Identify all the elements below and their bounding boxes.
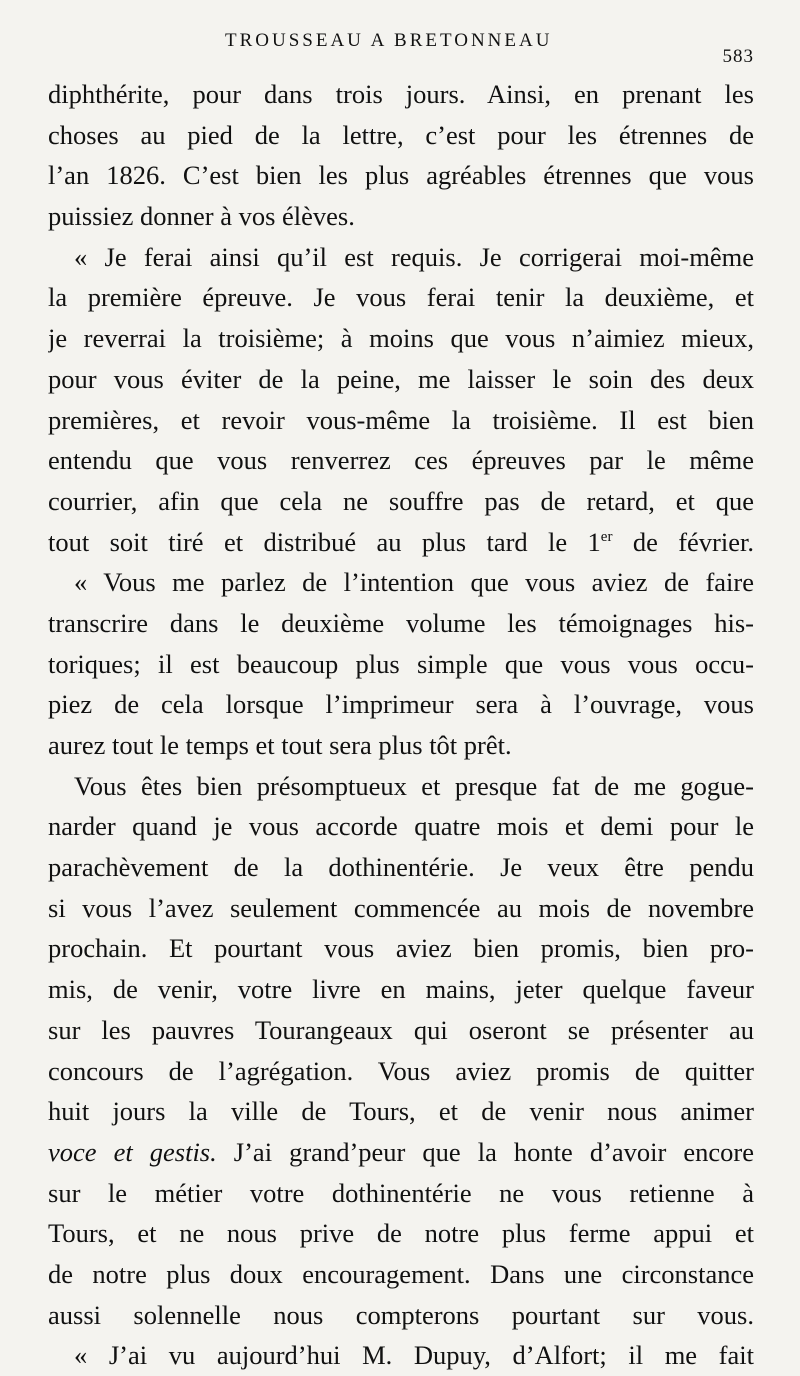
text-line: Vous êtes bien présomptueux et presque fat de me gogue- [74, 770, 754, 801]
text-line: huit jours la ville de Tours, et de venir nous animer [48, 1096, 754, 1127]
page-header [0, 30, 800, 70]
page-number: 583 [722, 46, 754, 67]
text-line: aurez tout le temps et tout sera plus tôt prêt. [48, 730, 512, 760]
text-line: diphthérite, pour dans trois jours. Ainsi, en prenant les [48, 79, 754, 109]
text-line: premières, et revoir vous-même la troisième. Il est bien [48, 404, 754, 435]
text-line: aussi solennelle nous compterons pourtant sur vous. [48, 1299, 754, 1330]
text-line: prochain. Et pourtant vous aviez bien promis, bien pro- [48, 933, 754, 964]
text-line: la première épreuve. Je vous ferai tenir la deuxième, et [48, 282, 754, 313]
text-line: l’an 1826. C’est bien les plus agréables étrennes que vous [48, 160, 754, 191]
text-line: puissiez donner à vos élèves. [48, 201, 355, 232]
text-line: toriques; il est beaucoup plus simple que vous vous occu- [48, 648, 754, 679]
running-head: TROUSSEAU A BRETONNEAU [225, 30, 553, 51]
text-line: courrier, afin que cela ne souffre pas de retard, et que [48, 485, 754, 516]
text-line-composite [48, 522, 754, 563]
text-segment: de février. [612, 526, 754, 557]
text-line: transcrire dans le deuxième volume les témoignages his- [48, 607, 754, 638]
text-line: « J’ai vu aujourd’hui M. Dupuy, d’Alfort; il me fait [74, 1340, 754, 1371]
text-line: « Vous me parlez de l’intention que vous aviez de faire [74, 567, 754, 598]
text-line: pour vous éviter de la peine, me laisser le soin des deux [48, 363, 754, 394]
text-line: je reverrai la troisième; à moins que vous n’aimiez mieux, [48, 323, 754, 354]
text-line: parachèvement de la dothinentérie. Je veux être pendu [48, 852, 754, 883]
italic-segment: voce et gestis. [48, 1136, 217, 1167]
text-line: de notre plus doux encouragement. Dans une circonstance [48, 1258, 754, 1289]
text-segment: J’ai grand’peur que la honte d’avoir encore [216, 1136, 754, 1167]
text-line: concours de l’agrégation. Vous aviez promis de quitter [48, 1055, 754, 1086]
text-line: sur les pauvres Tourangeaux qui oseront se présenter au [48, 1014, 754, 1045]
body-text [48, 74, 754, 1376]
text-line: choses au pied de la lettre, c’est pour les étrennes de [48, 119, 754, 150]
text-line: « Je ferai ainsi qu’il est requis. Je corrigerai moi-même [74, 241, 754, 272]
text-line: narder quand je vous accorde quatre mois et demi pour le [48, 811, 754, 842]
text-line: mis, de venir, votre livre en mains, jeter quelque faveur [48, 974, 754, 1005]
text-line: si vous l’avez seulement commencée au mois de novembre [48, 892, 754, 923]
text-line: Tours, et ne nous prive de notre plus ferme appui et [48, 1218, 754, 1249]
text-line-composite [48, 1132, 754, 1173]
text-segment: tout soit tiré et distribué au plus tard le 1 [48, 526, 601, 557]
text-line: sur le métier votre dothinentérie ne vous retienne à [48, 1177, 754, 1208]
text-line: piez de cela lorsque l’imprimeur sera à l’ouvrage, vous [48, 689, 754, 720]
text-line: entendu que vous renverrez ces épreuves par le même [48, 445, 754, 476]
superscript: er [600, 528, 613, 545]
